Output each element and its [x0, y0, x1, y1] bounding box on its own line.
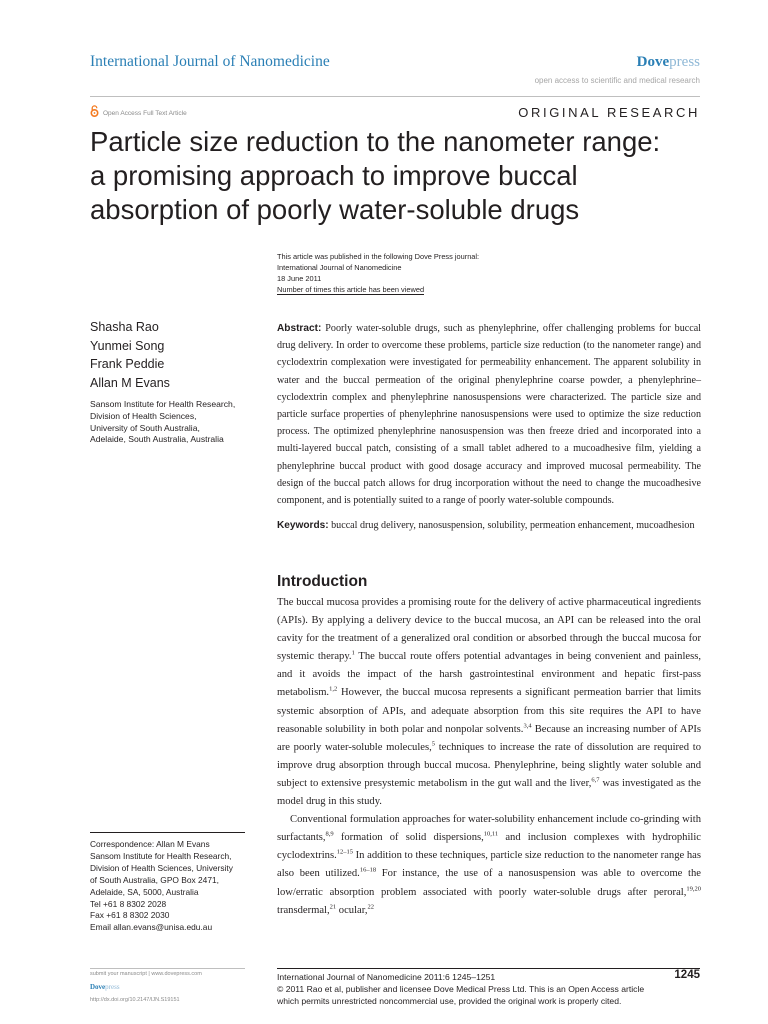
author-name: Shasha Rao: [90, 320, 159, 334]
author-name: Yunmei Song: [90, 338, 165, 353]
affiliation-line: Division of Health Sciences,: [90, 410, 197, 421]
citation-ref[interactable]: 12–15: [336, 848, 353, 856]
publisher-logo[interactable]: [637, 54, 700, 71]
submit-label: submit your manuscript: [90, 971, 147, 977]
text-run: For instance, the use of a nanosuspension was able to overcome the low/erratic absorption problem associated with poorly water-soluble drugs after peroral,: [277, 868, 702, 898]
pub-info-line: This article was published in the following Dove Press journal:: [277, 252, 480, 261]
article-type: ORIGINAL RESEARCH: [518, 105, 700, 120]
text-run: However, the buccal mucosa represents a significant permeation barrier that limits systemic absorption of APIs, and adequate absorption from this site requires the API to have reasonable solubility in both polar and nonpolar solvents.: [277, 687, 701, 735]
introduction-paragraph: [277, 811, 701, 920]
title-line: absorption of poorly water-soluble drugs: [90, 194, 580, 225]
open-access-badge: [90, 104, 187, 122]
abstract: [277, 320, 701, 509]
copyright-line: © 2011 Rao et al, publisher and licensee Dove Medical Press Ltd. This is an Open Access article: [277, 984, 645, 994]
text-run: The buccal route offers potential advantages in being convenient and painless, and it avoids the impact of the harsh gastrointestinal environment and hepatic first-pass metabolism.: [277, 651, 701, 699]
keywords-label: Keywords:: [277, 520, 329, 531]
citation-ref[interactable]: 1,2: [329, 685, 338, 693]
publisher-logo-bold: Dove: [636, 54, 670, 70]
pub-info-journal: International Journal of Nanomedicine: [277, 263, 402, 272]
correspondence: [90, 839, 265, 934]
keywords-text: buccal drug delivery, nanosuspension, solubility, permeation enhancement, mucoadhesion: [328, 520, 695, 531]
publication-info: [277, 251, 479, 295]
citation-ref[interactable]: 22: [367, 903, 374, 911]
correspondence-line: Adelaide, SA, 5000, Australia: [90, 886, 199, 897]
abstract-text: Poorly water-soluble drugs, such as phenylephrine, offer challenging problems for buccal drug delivery. In order to overcome these problems, particle size reduction (to the nanometer range) and cyclodextrin complexation were investigated for permeability enhancement. The apparent solubility in water and the buccal permeation of the original phenylephrine coarse powder, a phenylephrine–cyclodextrin complex and phenylephrine nanosuspensions were characterized. The particle size and particle surface properties of phenylephrine nanosuspensions were used to optimize the size reduction process. The optimized phenylephrine nanosuspension was then freeze dried and incorporated into a multi-layered buccal patch, consisting of a small tablet adhered to a mucoadhesive film, yielding a phenylephrine buccal product with good dosage accuracy and improved mucosal permeability. The design of the buccal patch allows for drug incorporation without the need to change the mucoadhesive component, and is potentially suited to a range of poorly water-soluble compounds.: [277, 323, 701, 507]
text-run: was investigated as the model drug in this study.: [277, 777, 702, 808]
text-run: techniques to increase the rate of dissolution are required to improve drug absorption through buccal mucosa. Phenylephrine, being slightly water soluble and subject to extensive presystemic metabolism in the gut wall and the liver,: [277, 741, 702, 789]
text-run: Conventional formulation approaches for water-solubility enhancement include co-grinding with surfactants,: [277, 814, 701, 844]
citation-ref[interactable]: 1: [351, 649, 355, 657]
text-run: formation of solid dispersions,: [333, 832, 484, 844]
page-number: 1245: [674, 969, 700, 981]
correspondence-email[interactable]: Email allan.evans@unisa.edu.au: [90, 922, 213, 933]
footer-logo-light: press: [105, 983, 120, 991]
text-run: transdermal,: [277, 904, 330, 916]
footer-publisher-logo[interactable]: [90, 983, 120, 991]
correspondence-line: Division of Health Sciences, University: [90, 862, 233, 873]
citation-ref[interactable]: 16–18: [359, 866, 377, 874]
text-run: and inclusion complexes with hydrophilic cyclodextrins.: [277, 832, 702, 862]
correspondence-line: of South Australia, GPO Box 2471,: [90, 874, 219, 885]
introduction-heading: Introduction: [277, 573, 368, 590]
correspondence-line: Sansom Institute for Health Research,: [90, 850, 232, 861]
header-divider: [90, 96, 700, 97]
article-title: [90, 125, 710, 227]
citation-ref[interactable]: 8,9: [325, 830, 334, 838]
citation-ref[interactable]: 3,4: [523, 722, 532, 730]
doi-link[interactable]: http://dx.doi.org/10.2147/IJN.S19151: [90, 997, 180, 1003]
submit-url: www.dovepress.com: [151, 971, 202, 977]
citation-ref[interactable]: 10,11: [483, 830, 499, 838]
citation-ref[interactable]: 19,20: [686, 884, 701, 892]
citation-ref[interactable]: 21: [329, 903, 337, 911]
author-name: Frank Peddie: [90, 357, 165, 371]
publisher-logo-light: press: [669, 54, 700, 70]
affiliation-line: Adelaide, South Australia, Australia: [90, 434, 224, 445]
footer-divider: [277, 968, 700, 969]
citation-ref[interactable]: 6,7: [591, 776, 600, 784]
abstract-label: Abstract:: [277, 323, 322, 334]
correspondence-line: Fax +61 8 8302 2030: [90, 910, 170, 921]
affiliation-line: University of South Australia,: [90, 422, 200, 433]
affiliation-line: Sansom Institute for Health Research,: [90, 399, 236, 409]
text-run: ocular,: [336, 904, 368, 916]
author-name: Allan M Evans: [90, 375, 170, 390]
footer-divider-left: [90, 968, 245, 969]
text-run: In addition to these techniques, particle size reduction to the nanometer range has also been utilized.: [277, 850, 701, 880]
pub-info-date: 18 June 2011: [277, 274, 322, 283]
publisher-tagline: open access to scientific and medical research: [534, 76, 700, 85]
citation-ref[interactable]: 5: [431, 740, 436, 748]
copyright-line: which permits unrestricted noncommercial use, provided the original work is properly cited.: [277, 995, 622, 1006]
text-run: The buccal mucosa provides a promising route for the delivery of active pharmaceutical ingredients (APIs). By applying a delivery device to the buccal mucosa, an API can be released into the oral cavity for the treatment of a generalized oral condition or absorbed through the buccal mucosa for systemic therapy.: [277, 597, 701, 663]
submit-manuscript-link[interactable]: submit your manuscript | www.dovepress.com: [90, 971, 202, 977]
footer-citation: International Journal of Nanomedicine 2011:6 1245–1251: [277, 972, 496, 982]
text-run: Because an increasing number of APIs are poorly water-soluble molecules,: [277, 723, 701, 753]
open-access-icon: [90, 104, 99, 122]
footer-logo-bold: Dove: [90, 983, 106, 991]
copyright-notice: [277, 984, 707, 1007]
keywords: [277, 517, 701, 534]
open-access-label: Open Access Full Text Article: [103, 109, 187, 117]
correspondence-divider: [90, 832, 245, 833]
introduction-body: [277, 594, 701, 920]
journal-name[interactable]: International Journal of Nanomedicine: [90, 53, 330, 70]
introduction-paragraph: [277, 594, 701, 811]
author-list: [90, 318, 170, 392]
title-line: a promising approach to improve buccal: [90, 160, 578, 191]
correspondence-line: Correspondence: Allan M Evans: [90, 839, 210, 849]
correspondence-line: Tel +61 8 8302 2028: [90, 898, 167, 909]
affiliation: [90, 399, 260, 446]
title-line: Particle size reduction to the nanometer range:: [90, 126, 661, 157]
view-count-link[interactable]: Number of times this article has been viewed: [277, 285, 425, 294]
